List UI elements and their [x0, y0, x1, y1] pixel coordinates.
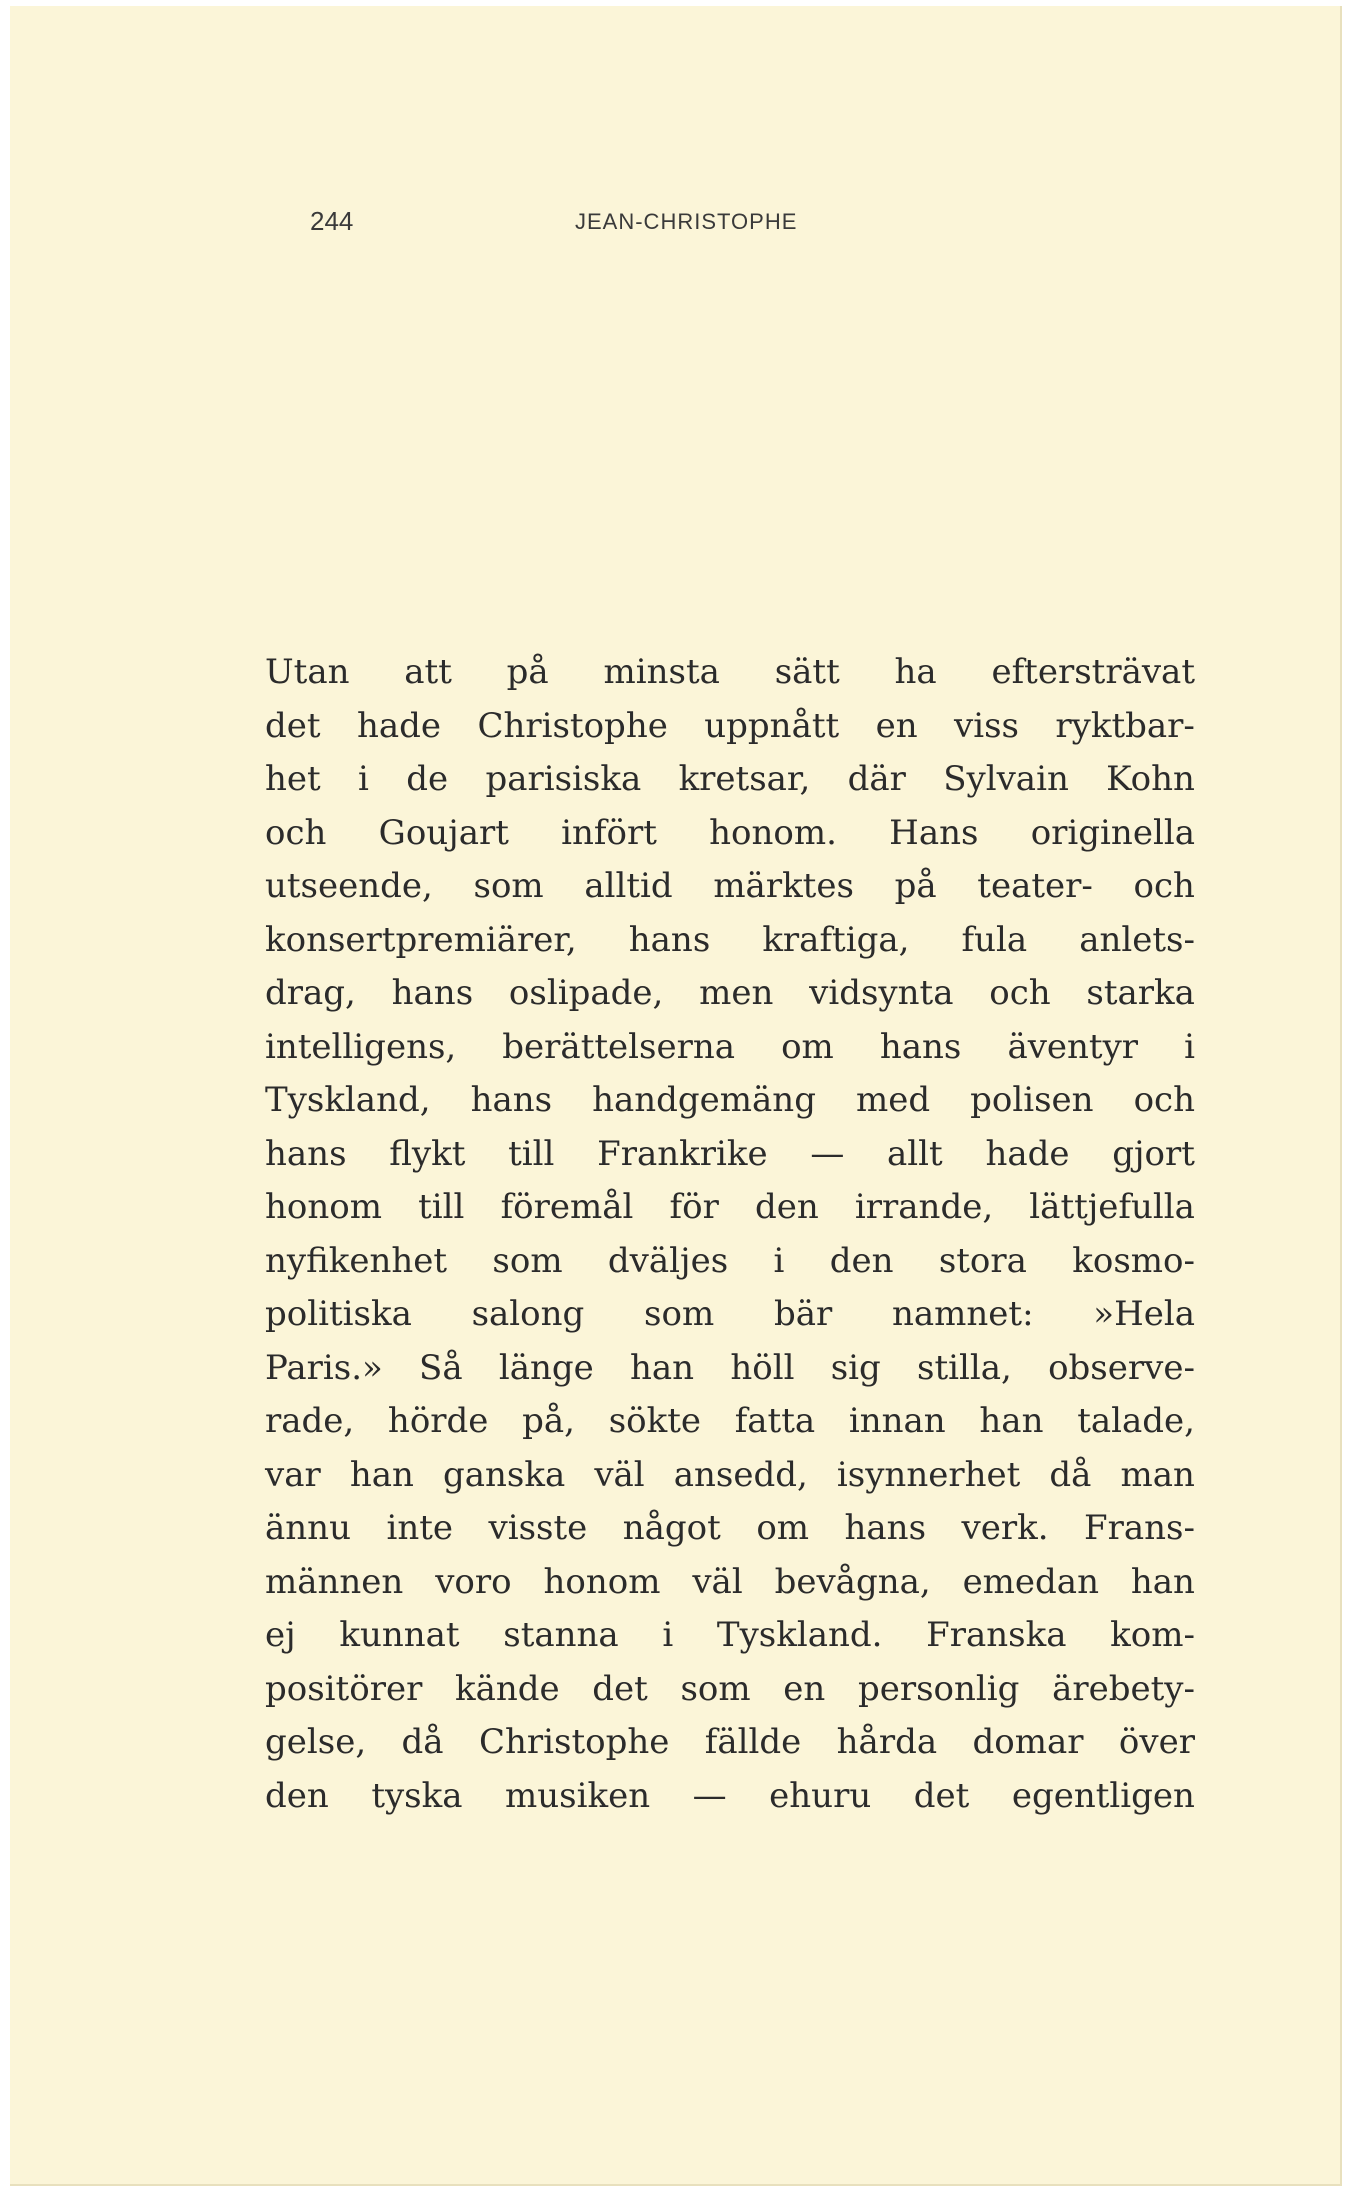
text-line	[265, 700, 1195, 754]
word: sätt	[774, 652, 840, 692]
text-line	[265, 1128, 1195, 1182]
word: sig	[830, 1347, 881, 1388]
text-line	[265, 1449, 1195, 1503]
word: Kohn	[1106, 759, 1195, 799]
word: fatta	[734, 1401, 816, 1441]
word: då	[1049, 1454, 1092, 1495]
word: på	[506, 652, 549, 692]
word: rade,	[265, 1401, 355, 1441]
word: honom	[543, 1561, 661, 1602]
word: de	[406, 759, 449, 799]
word: gjort	[1112, 1133, 1195, 1174]
word: till	[418, 1187, 465, 1227]
text-line	[265, 1181, 1195, 1235]
word: het	[265, 759, 321, 799]
word: ännu	[265, 1508, 351, 1548]
word: honom.	[709, 812, 837, 853]
word: den	[754, 1187, 819, 1227]
word: den	[829, 1240, 894, 1281]
word: som	[644, 1294, 715, 1334]
word: parisiska	[485, 759, 642, 799]
word: observe-	[1048, 1347, 1195, 1388]
text-line	[265, 807, 1195, 861]
word: stanna	[503, 1615, 619, 1655]
word: med	[855, 1080, 931, 1120]
text-line	[265, 753, 1195, 807]
book-page	[10, 6, 1342, 2186]
word: musiken	[505, 1775, 651, 1816]
word: bevågna,	[774, 1561, 931, 1602]
text-line	[265, 1395, 1195, 1449]
word: äventyr	[1007, 1026, 1139, 1067]
word: handgemäng	[592, 1080, 816, 1120]
word: Tyskland.	[716, 1615, 883, 1655]
word: för	[669, 1187, 719, 1227]
word: kraftiga,	[762, 919, 910, 960]
word: ehuru	[769, 1775, 872, 1816]
word: uppnått	[704, 705, 840, 746]
word: föremål	[500, 1187, 634, 1227]
word: var	[265, 1454, 321, 1495]
word: domar	[972, 1722, 1084, 1762]
word: ansedd,	[673, 1454, 808, 1495]
word: i	[662, 1615, 674, 1655]
word: Sylvain	[943, 759, 1069, 799]
word: männen	[265, 1561, 404, 1602]
word: visste	[488, 1508, 588, 1548]
word: intelligens,	[265, 1026, 457, 1067]
word: den	[265, 1775, 329, 1816]
word: i	[773, 1240, 785, 1281]
word: Hans	[889, 812, 979, 853]
word: hans	[628, 919, 711, 960]
word: isynnerhet	[836, 1454, 1021, 1495]
word: och	[1133, 1080, 1195, 1120]
text-line	[265, 1021, 1195, 1075]
word: det	[592, 1668, 648, 1709]
word: han	[1130, 1561, 1195, 1602]
word: Goujart	[378, 812, 509, 853]
word: berättelserna	[502, 1026, 736, 1067]
word: märktes	[713, 866, 854, 906]
word: till	[508, 1133, 555, 1174]
word: tyska	[371, 1775, 463, 1816]
word: över	[1118, 1722, 1195, 1762]
word: något	[622, 1508, 721, 1548]
word: Frankrike	[597, 1133, 768, 1174]
word: som	[492, 1240, 563, 1281]
word: kände	[454, 1668, 560, 1709]
word: väl	[594, 1454, 645, 1495]
word: anlets-	[1079, 919, 1195, 960]
word: kretsar,	[678, 759, 811, 799]
word: originella	[1030, 812, 1195, 853]
word: inte	[386, 1508, 454, 1548]
word: hårda	[836, 1722, 938, 1762]
text-line	[265, 646, 1195, 700]
word: hans	[265, 1133, 347, 1174]
word: irrande,	[854, 1187, 994, 1227]
word: fula	[961, 919, 1028, 960]
word: allt	[887, 1133, 943, 1174]
word: oslipade,	[508, 973, 664, 1013]
word: hans	[391, 973, 474, 1013]
text-line	[265, 1770, 1195, 1824]
word: sökte	[608, 1401, 701, 1441]
word: emedan	[962, 1561, 1099, 1602]
word: viss	[954, 705, 1019, 746]
word: Franska	[926, 1615, 1067, 1655]
word: i	[358, 759, 369, 799]
word: namnet:	[891, 1294, 1034, 1334]
word: men	[699, 973, 774, 1013]
word: vidsynta	[809, 973, 954, 1013]
word: utseende,	[265, 866, 433, 906]
word: länge	[498, 1347, 594, 1388]
word: —	[810, 1133, 845, 1174]
word: om	[781, 1026, 834, 1067]
text-line	[265, 1716, 1195, 1770]
word: han	[630, 1347, 695, 1388]
word: Frans-	[1084, 1508, 1195, 1548]
word: bär	[773, 1294, 833, 1334]
word: höll	[730, 1347, 795, 1388]
body-text	[265, 646, 1195, 1823]
word: en	[875, 705, 918, 746]
word: fällde	[704, 1722, 802, 1762]
word: hade	[356, 705, 442, 746]
word: talade,	[1077, 1401, 1195, 1441]
word: politiska	[265, 1294, 412, 1334]
word: Tyskland,	[265, 1080, 431, 1120]
word: hans	[879, 1026, 962, 1067]
word: man	[1120, 1454, 1195, 1495]
word: och	[989, 973, 1051, 1013]
word: lättjefulla	[1029, 1187, 1195, 1227]
word: »Hela	[1093, 1294, 1195, 1334]
page-header	[10, 6, 1340, 266]
text-line	[265, 1288, 1195, 1342]
word: nyfikenhet	[265, 1240, 448, 1281]
word: ej	[265, 1615, 296, 1655]
text-line	[265, 860, 1195, 914]
word: stora	[938, 1240, 1027, 1281]
word: han	[349, 1454, 414, 1495]
word: kom-	[1110, 1615, 1195, 1655]
word: Så	[419, 1347, 463, 1388]
word: starka	[1086, 973, 1195, 1013]
text-line	[265, 1074, 1195, 1128]
word: då	[401, 1722, 444, 1762]
word: hans	[470, 1080, 553, 1120]
word: Christophe	[478, 1722, 670, 1762]
word: han	[979, 1401, 1044, 1441]
word: Utan	[265, 652, 350, 692]
word: och	[265, 812, 327, 853]
word: eftersträvat	[991, 652, 1195, 692]
word: infört	[561, 812, 657, 853]
word: där	[847, 759, 906, 799]
word: salong	[471, 1294, 585, 1334]
text-line	[265, 1609, 1195, 1663]
word: om	[756, 1508, 810, 1548]
word: drag,	[265, 973, 356, 1013]
word: en	[783, 1668, 826, 1709]
word: i	[1184, 1026, 1195, 1067]
word: polisen	[970, 1080, 1094, 1120]
text-line	[265, 967, 1195, 1021]
word: på,	[522, 1401, 575, 1441]
word: ärebety-	[1052, 1668, 1195, 1709]
word: ha	[894, 652, 937, 692]
text-line	[265, 1502, 1195, 1556]
word: konsertpremiärer,	[265, 919, 577, 960]
text-line	[265, 1663, 1195, 1717]
word: det	[265, 705, 321, 746]
word: som	[680, 1668, 751, 1709]
word: ryktbar-	[1055, 705, 1195, 746]
word: kunnat	[339, 1615, 460, 1655]
word: och	[1133, 866, 1195, 906]
word: teater-	[977, 866, 1093, 906]
word: flykt	[389, 1133, 466, 1174]
word: positörer	[265, 1668, 423, 1709]
word: verk.	[961, 1508, 1049, 1548]
word: ganska	[442, 1454, 566, 1495]
word: voro	[435, 1561, 512, 1602]
word: alltid	[584, 866, 673, 906]
word: egentligen	[1011, 1775, 1195, 1816]
text-line	[265, 914, 1195, 968]
word: stilla,	[917, 1347, 1012, 1388]
word: hans	[844, 1508, 927, 1548]
word: —	[692, 1775, 727, 1816]
text-line	[265, 1556, 1195, 1610]
word: hörde	[387, 1401, 489, 1441]
word: gelse,	[265, 1722, 367, 1762]
word: att	[404, 652, 452, 692]
text-line	[265, 1235, 1195, 1289]
page-number: 244	[310, 206, 354, 236]
running-title: JEAN-CHRISTOPHE	[575, 209, 798, 234]
word: minsta	[603, 652, 720, 692]
word: kosmo-	[1072, 1240, 1195, 1281]
word: på	[894, 866, 937, 906]
word: Christophe	[477, 705, 668, 746]
word: innan	[848, 1401, 946, 1441]
text-line	[265, 1342, 1195, 1396]
word: väl	[692, 1561, 743, 1602]
word: personlig	[857, 1668, 1020, 1709]
word: honom	[265, 1187, 382, 1227]
word: dväljes	[607, 1240, 729, 1281]
word: det	[913, 1775, 970, 1816]
word: som	[473, 866, 544, 906]
word: hade	[985, 1133, 1070, 1174]
word: Paris.»	[265, 1347, 383, 1388]
